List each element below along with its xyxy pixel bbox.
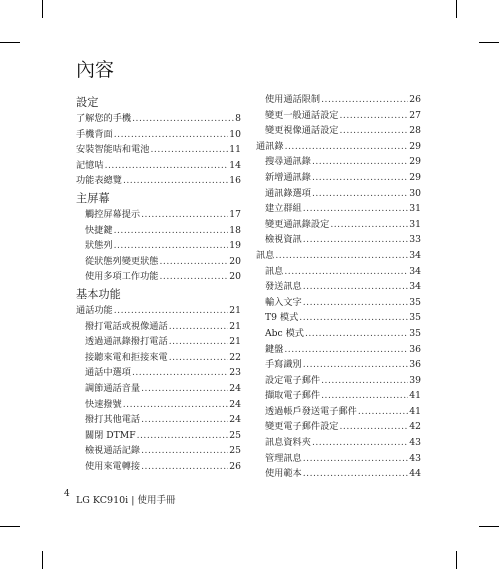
toc-entry-page: 36 xyxy=(409,359,421,371)
toc-leader-dots xyxy=(132,111,234,127)
toc-entry-label: 記憶咭 xyxy=(76,159,104,171)
toc-entry-label: 使用來電轉接 xyxy=(85,460,141,472)
toc-entry[interactable] xyxy=(76,443,241,459)
toc-entry-label: 透過通訊錄撥打電話 xyxy=(85,336,168,348)
toc-entry[interactable] xyxy=(256,217,421,233)
toc-leader-dots xyxy=(275,248,408,264)
toc-entry-page: 33 xyxy=(409,234,421,246)
toc-entry-label: 輸入文字 xyxy=(265,296,302,308)
toc-leader-dots xyxy=(358,404,408,420)
toc-entry-label: 通話功能 xyxy=(76,304,113,316)
toc-entry-label: 了解您的手機 xyxy=(76,113,132,124)
toc-entry[interactable] xyxy=(256,357,421,373)
toc-entry-label: 通訊錄 xyxy=(256,140,284,152)
toc-entry[interactable] xyxy=(256,279,421,295)
toc-leader-dots xyxy=(340,123,409,139)
toc-right-column xyxy=(256,92,421,482)
crop-mark xyxy=(42,0,43,18)
toc-entry[interactable] xyxy=(256,404,421,420)
toc-entry-label: Abc 模式 xyxy=(265,327,304,339)
toc-leader-dots xyxy=(312,170,408,186)
toc-entry-label: 使用多項工作功能 xyxy=(85,271,159,283)
toc-entry-page: 43 xyxy=(409,437,421,449)
toc-entry-page: 20 xyxy=(229,255,241,267)
toc-entry[interactable] xyxy=(256,201,421,217)
toc-entry[interactable] xyxy=(256,326,421,342)
toc-section-heading: 主屏幕 xyxy=(76,191,110,205)
toc-entry[interactable] xyxy=(76,223,241,239)
toc-entry[interactable] xyxy=(76,319,241,335)
toc-entry-page: 10 xyxy=(229,128,241,140)
toc-entry-page: 29 xyxy=(409,171,421,183)
toc-entry-page: 27 xyxy=(409,109,421,121)
toc-entry[interactable] xyxy=(256,466,421,482)
toc-entry[interactable] xyxy=(256,232,421,248)
toc-leader-dots xyxy=(151,142,229,158)
toc-entry-page: 29 xyxy=(409,140,421,152)
toc-leader-dots xyxy=(160,269,229,285)
toc-entry[interactable] xyxy=(76,269,241,285)
toc-entry-page: 35 xyxy=(409,312,421,324)
toc-entry-label: 通訊錄選項 xyxy=(265,187,311,199)
toc-leader-dots xyxy=(169,334,229,350)
toc-entry-page: 39 xyxy=(409,374,421,386)
toc-entry-label: 搜尋通訊錄 xyxy=(265,156,311,168)
toc-entry-label: 發送訊息 xyxy=(265,281,302,293)
toc-entry[interactable] xyxy=(256,170,421,186)
toc-entry-page: 24 xyxy=(229,414,241,426)
toc-leader-dots xyxy=(105,158,229,174)
toc-leader-dots xyxy=(284,264,408,280)
toc-leader-dots xyxy=(312,435,408,451)
toc-leader-dots xyxy=(123,173,228,189)
toc-entry-label: 擷取電子郵件 xyxy=(265,390,321,402)
toc-entry-page: 28 xyxy=(409,125,421,137)
toc-leader-dots xyxy=(284,342,408,358)
toc-entry[interactable] xyxy=(76,365,241,381)
toc-entry-page: 25 xyxy=(229,445,241,457)
toc-leader-dots xyxy=(321,373,408,389)
toc-entry-page: 24 xyxy=(229,382,241,394)
toc-leader-dots xyxy=(321,92,408,108)
toc-leader-dots xyxy=(305,326,408,342)
toc-entry-label: 變更通訊錄設定 xyxy=(265,218,330,230)
toc-entry-page: 34 xyxy=(409,249,421,261)
toc-entry-page: 16 xyxy=(229,175,241,187)
toc-leader-dots xyxy=(303,451,409,467)
toc-entry[interactable] xyxy=(256,388,421,404)
toc-entry-label: 通話中選項 xyxy=(85,367,131,379)
toc-entry-page: 42 xyxy=(409,421,421,433)
toc-leader-dots xyxy=(299,310,408,326)
toc-entry-page: 30 xyxy=(409,187,421,199)
toc-entry-label: 使用通話限制 xyxy=(265,94,321,105)
toc-leader-dots xyxy=(321,388,408,404)
toc-entry-label: 透過帳戶發送電子郵件 xyxy=(265,405,357,417)
toc-entry-label: 變更視像通話設定 xyxy=(265,125,339,137)
toc-leader-dots xyxy=(141,381,228,397)
toc-entry-page: 41 xyxy=(409,405,421,417)
toc-entry[interactable] xyxy=(76,254,241,270)
toc-leader-dots xyxy=(303,232,409,248)
toc-section-heading: 基本功能 xyxy=(76,287,121,301)
toc-entry-label: 變更一般通話設定 xyxy=(265,109,339,121)
page-number: 4 xyxy=(64,489,70,499)
toc-entry[interactable] xyxy=(76,334,241,350)
toc-entry[interactable] xyxy=(76,459,241,475)
toc-leader-dots xyxy=(114,223,229,239)
toc-leader-dots xyxy=(169,319,229,335)
toc-entry-label: 建立群組 xyxy=(265,203,302,215)
toc-entry[interactable] xyxy=(256,295,421,311)
toc-entry-page: 35 xyxy=(409,327,421,339)
toc-entry-page: 34 xyxy=(409,265,421,277)
toc-entry-page: 21 xyxy=(229,304,241,316)
toc-entry-page: 8 xyxy=(235,113,241,124)
toc-entry-label: 接聽來電和拒接來電 xyxy=(85,351,168,363)
toc-entry[interactable] xyxy=(76,303,241,319)
toc-entry-page: 14 xyxy=(229,159,241,171)
toc-entry-label: 快速撥號 xyxy=(85,398,122,410)
toc-entry-label: 撥打電話或視像通話 xyxy=(85,320,168,332)
toc-leader-dots xyxy=(114,303,229,319)
toc-entry-label: 訊息資料夾 xyxy=(265,437,311,449)
crop-mark xyxy=(42,551,43,569)
toc-entry-label: 安裝智能咭和電池 xyxy=(76,144,150,156)
toc-entry[interactable] xyxy=(256,342,421,358)
toc-entry-label: 檢視資訊 xyxy=(265,234,302,246)
toc-leader-dots xyxy=(169,350,229,366)
toc-entry[interactable] xyxy=(256,373,421,389)
toc-entry[interactable] xyxy=(76,238,241,254)
toc-leader-dots xyxy=(141,207,228,223)
crop-mark xyxy=(0,42,20,43)
toc-entry[interactable] xyxy=(76,412,241,428)
toc-leader-dots xyxy=(303,279,409,295)
toc-entry-page: 21 xyxy=(229,336,241,348)
toc-leader-dots xyxy=(340,419,409,435)
toc-leader-dots xyxy=(303,201,409,217)
toc-entry-page: 25 xyxy=(229,429,241,441)
toc-entry-page: 43 xyxy=(409,452,421,464)
toc-leader-dots xyxy=(303,357,409,373)
toc-entry-page: 36 xyxy=(409,343,421,355)
toc-entry[interactable] xyxy=(256,310,421,326)
toc-entry-label: 手寫識別 xyxy=(265,359,302,371)
toc-entry-label: 快捷鍵 xyxy=(85,224,113,236)
crop-mark xyxy=(0,526,20,527)
toc-entry-page: 44 xyxy=(409,468,421,480)
toc-entry[interactable] xyxy=(256,154,421,170)
toc-entry[interactable] xyxy=(76,428,241,444)
toc-entry-page: 17 xyxy=(229,208,241,220)
toc-entry-page: 41 xyxy=(409,390,421,402)
toc-leader-dots xyxy=(132,365,228,381)
toc-entry-page: 35 xyxy=(409,296,421,308)
toc-entry[interactable] xyxy=(256,264,421,280)
toc-entry[interactable] xyxy=(76,111,241,127)
toc-entry[interactable] xyxy=(76,158,241,174)
toc-entry[interactable] xyxy=(76,397,241,413)
toc-entry-page: 19 xyxy=(229,240,241,252)
toc-leader-dots xyxy=(141,412,228,428)
toc-entry[interactable] xyxy=(76,173,241,189)
toc-leader-dots xyxy=(340,108,409,124)
toc-leader-dots xyxy=(123,397,229,413)
toc-leader-dots xyxy=(114,238,229,254)
page-title: 內容 xyxy=(76,59,115,81)
toc-entry-label: 變更電子郵件設定 xyxy=(265,421,339,433)
toc-entry[interactable] xyxy=(256,123,421,139)
toc-entry[interactable] xyxy=(256,248,421,264)
toc-entry-label: 功能表總覽 xyxy=(76,175,122,187)
footer-text: LG KC910i | 使用手冊 xyxy=(76,495,176,506)
toc-entry-label: 觸控屏幕提示 xyxy=(85,208,141,220)
toc-leader-dots xyxy=(141,443,228,459)
toc-entry-label: 訊息 xyxy=(265,265,284,277)
toc-leader-dots xyxy=(312,154,408,170)
toc-entry-label: 管理訊息 xyxy=(265,452,302,464)
toc-entry-label: 訊息 xyxy=(256,249,275,261)
toc-entry-label: 鍵盤 xyxy=(265,343,284,355)
toc-entry[interactable] xyxy=(256,186,421,202)
toc-entry[interactable] xyxy=(76,127,241,143)
crop-mark xyxy=(479,42,499,43)
toc-entry-page: 11 xyxy=(229,144,241,156)
toc-entry[interactable] xyxy=(76,381,241,397)
toc-entry-page: 22 xyxy=(229,351,241,363)
toc-entry-label: 設定電子郵件 xyxy=(265,374,321,386)
toc-entry-page: 34 xyxy=(409,281,421,293)
toc-entry-label: 新增通訊錄 xyxy=(265,171,311,183)
toc-entry-label: 調節通話音量 xyxy=(85,382,141,394)
toc-entry-page: 18 xyxy=(229,224,241,236)
toc-section-heading: 設定 xyxy=(76,96,99,109)
toc-entry[interactable] xyxy=(256,92,421,108)
toc-entry-page: 21 xyxy=(229,320,241,332)
toc-entry-label: T9 模式 xyxy=(265,312,299,324)
toc-entry-page: 31 xyxy=(409,218,421,230)
toc-entry[interactable] xyxy=(76,142,241,158)
toc-entry-page: 20 xyxy=(229,271,241,283)
toc-left-column xyxy=(76,95,241,474)
toc-entry-label: 關閉 DTMF xyxy=(85,429,136,441)
toc-leader-dots xyxy=(303,295,409,311)
toc-leader-dots xyxy=(312,186,408,202)
toc-entry[interactable] xyxy=(256,139,421,155)
toc-entry-page: 23 xyxy=(229,367,241,379)
toc-leader-dots xyxy=(137,428,229,444)
toc-entry[interactable] xyxy=(256,419,421,435)
toc-entry-label: 狀態列 xyxy=(85,240,113,252)
crop-mark xyxy=(479,526,499,527)
toc-entry-label: 使用範本 xyxy=(265,468,302,480)
toc-entry[interactable] xyxy=(76,207,241,223)
toc-leader-dots xyxy=(303,466,409,482)
toc-entry[interactable] xyxy=(256,108,421,124)
toc-entry-page: 26 xyxy=(409,94,421,105)
toc-entry-page: 29 xyxy=(409,156,421,168)
toc-entry-label: 從狀態列變更狀態 xyxy=(85,255,159,267)
toc-leader-dots xyxy=(114,127,229,143)
crop-mark xyxy=(456,0,457,18)
toc-entry-page: 31 xyxy=(409,203,421,215)
toc-entry-label: 撥打其他電話 xyxy=(85,414,141,426)
toc-entry-label: 檢視通話記錄 xyxy=(85,445,141,457)
crop-mark xyxy=(456,551,457,569)
toc-entry[interactable] xyxy=(256,435,421,451)
toc-leader-dots xyxy=(141,459,228,475)
toc-entry[interactable] xyxy=(256,451,421,467)
toc-entry-label: 手機背面 xyxy=(76,128,113,140)
toc-entry[interactable] xyxy=(76,350,241,366)
toc-leader-dots xyxy=(160,254,229,270)
toc-leader-dots xyxy=(285,139,409,155)
toc-entry-page: 24 xyxy=(229,398,241,410)
toc-entry-page: 26 xyxy=(229,460,241,472)
toc-leader-dots xyxy=(330,217,408,233)
